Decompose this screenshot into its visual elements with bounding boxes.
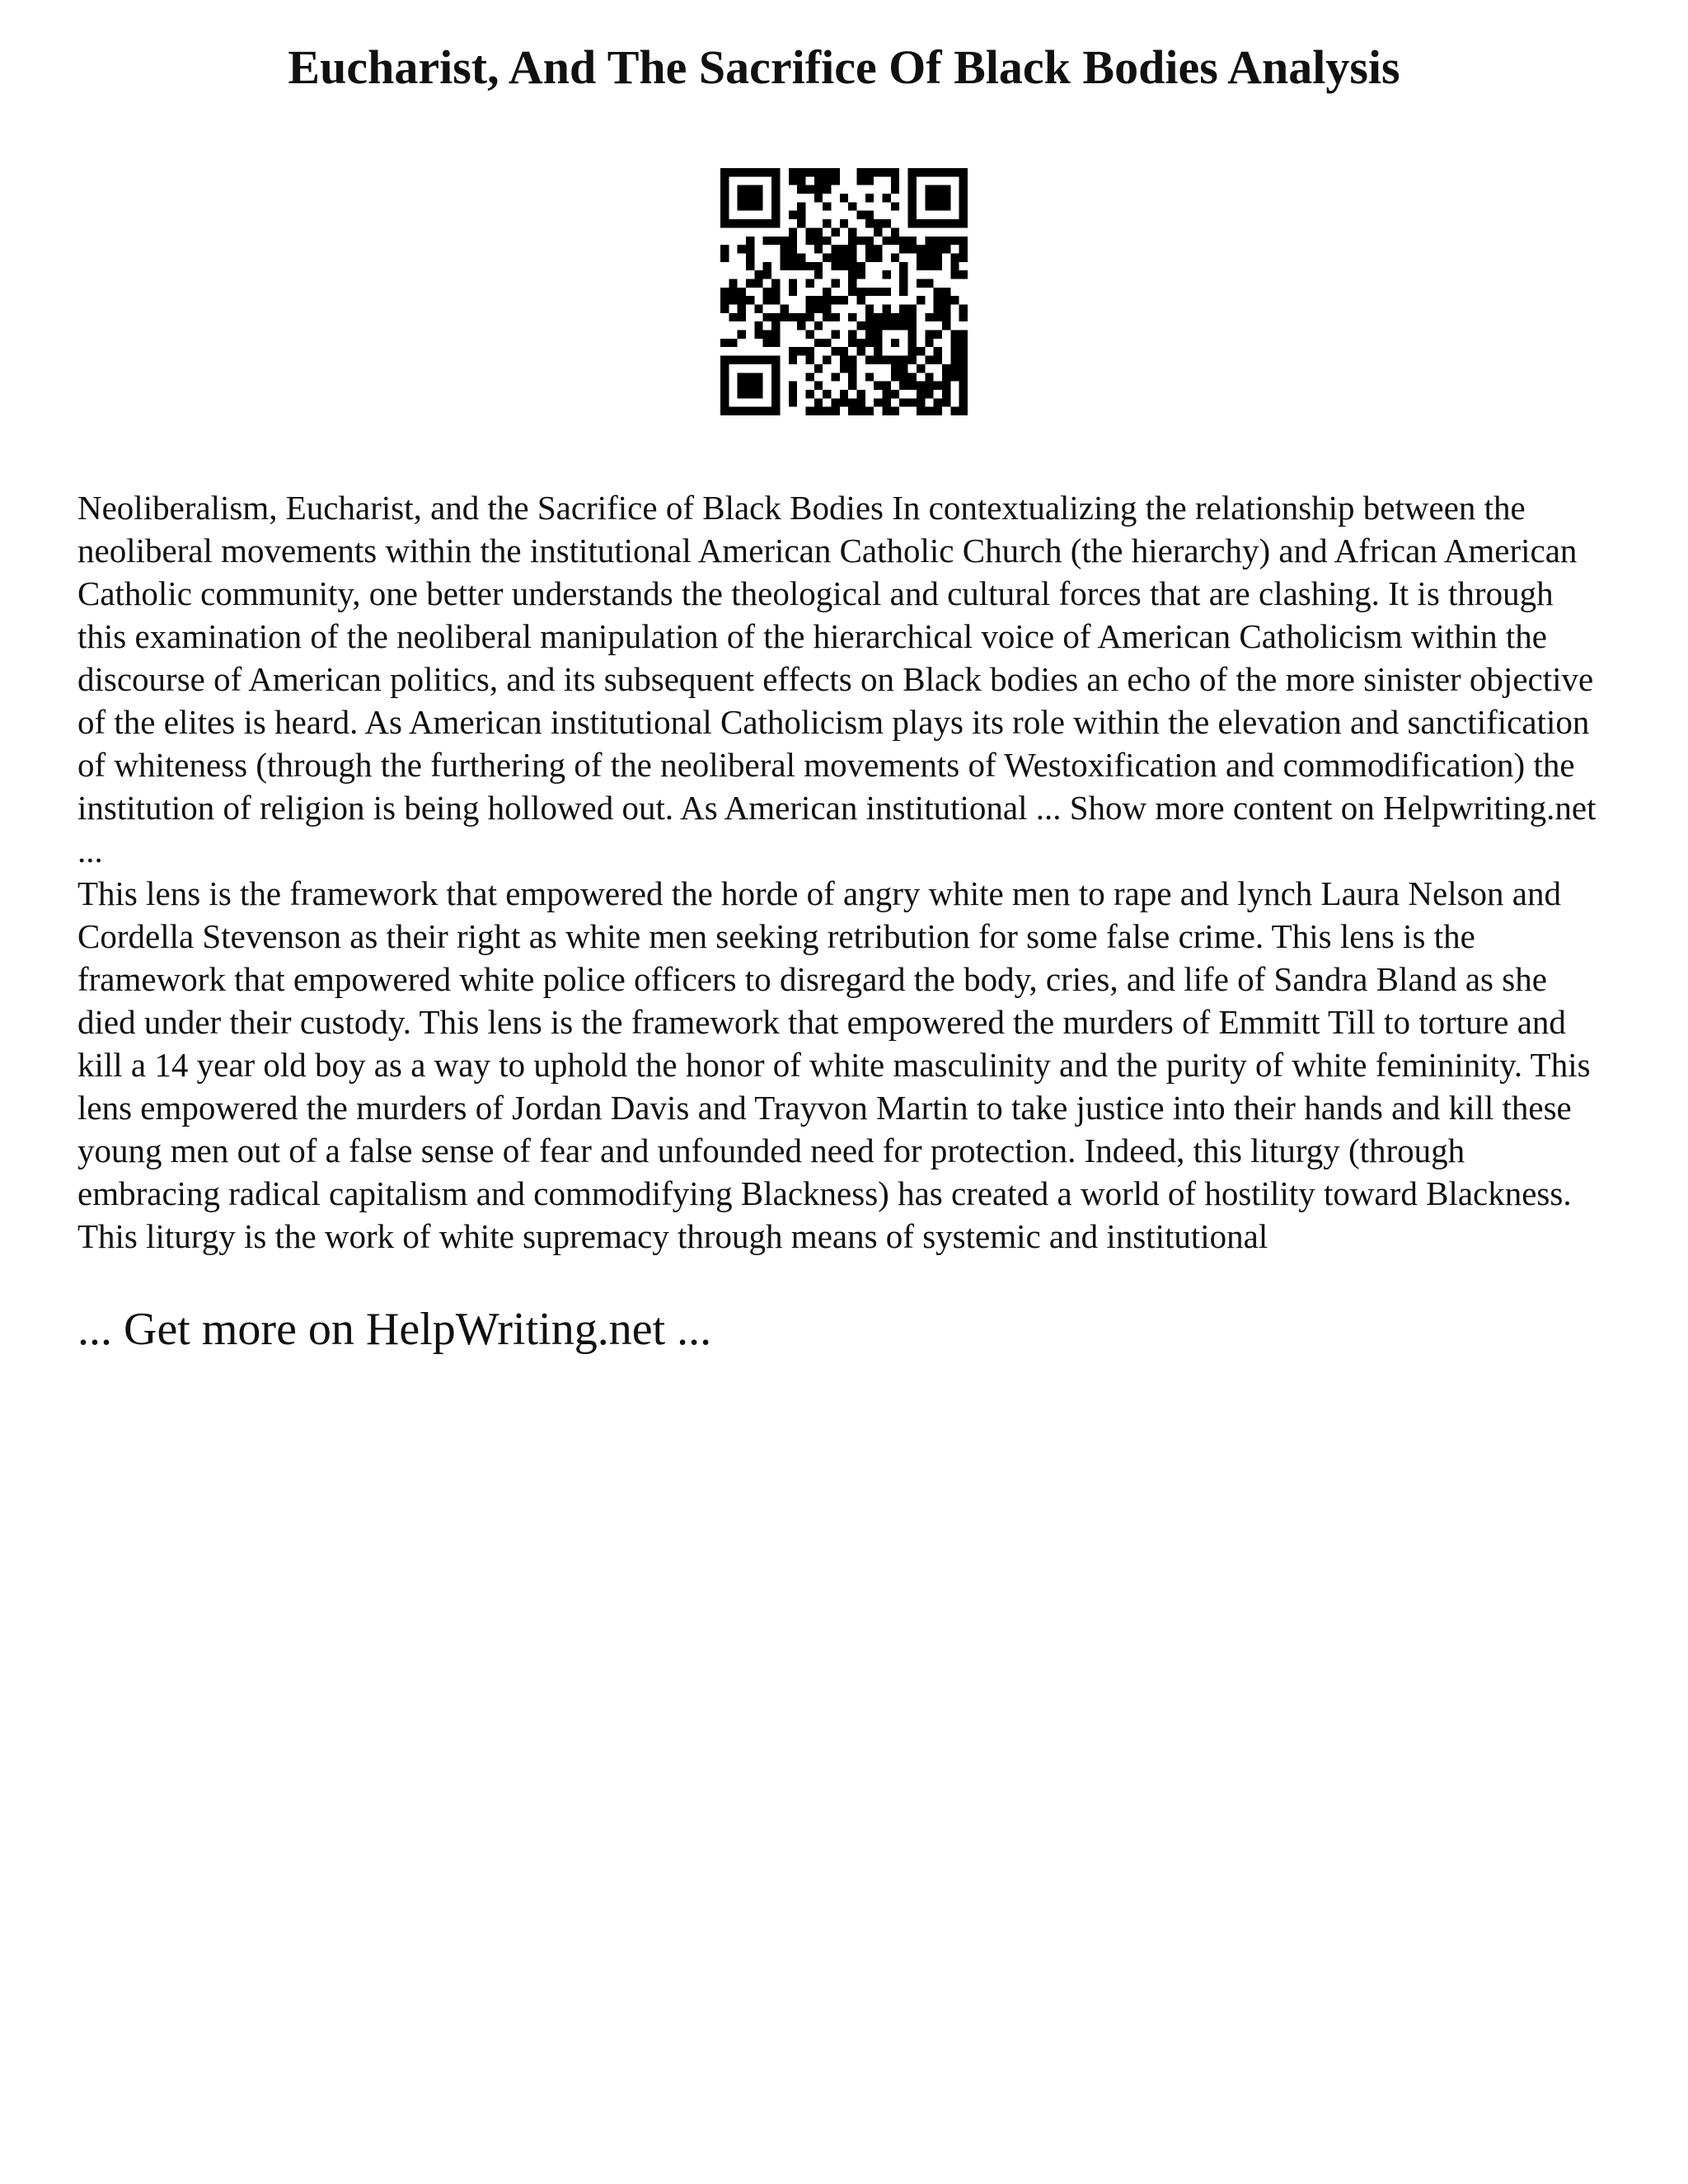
paragraph-1: Neoliberalism, Eucharist, and the Sacrifice of Black Bodies In contextualizing the relationship between the neoliberal movements within the institutional American Catholic Church (the hierarchy) and African American Catholic community, one better understands the theological and cultural forces that are clashing. It is through this examination of the neoliberal manipulation of the hierarchical voice of American Catholicism within the discourse of American politics, and its subsequent effects on Black bodies an echo of the more sinister objective of the elites is heard. As American institutional Catholicism plays its role within the elevation and sanctification of whiteness (through the furthering of the neoliberal movements of Westoxification and commodification) the institution of religion is being hollowed out. As American institutional ... Show more content on Helpwriting.net ... <box>77 489 1597 869</box>
qr-code-container <box>77 168 1611 415</box>
paragraph-2: This lens is the framework that empowered the horde of angry white men to rape and lynch Laura Nelson and Cordella Stevenson as their right as white men seeking retribution for some false crime. This lens is the framework that empowered white police officers to disregard the body, cries, and life of Sandra Bland as she died under their custody. This lens is the framework that empowered the murders of Emmitt Till to torture and kill a 14 year old boy as a way to uphold the honor of white masculinity and the purity of white femininity. This lens empowered the murders of Jordan Davis and Trayvon Martin to take justice into their hands and kill these young men out of a false sense of fear and unfounded need for protection. Indeed, this liturgy (through embracing radical capitalism and commodifying Blackness) has created a world of hostility toward Blackness. This liturgy is the work of white supremacy through means of systemic and institutional <box>77 874 1591 1255</box>
page-title: Eucharist, And The Sacrifice Of Black Bodies Analysis <box>288 40 1400 94</box>
article-body <box>77 486 1611 1258</box>
get-more-link[interactable]: ... Get more on HelpWriting.net ... <box>77 1304 712 1355</box>
qr-code-icon[interactable] <box>720 168 968 415</box>
